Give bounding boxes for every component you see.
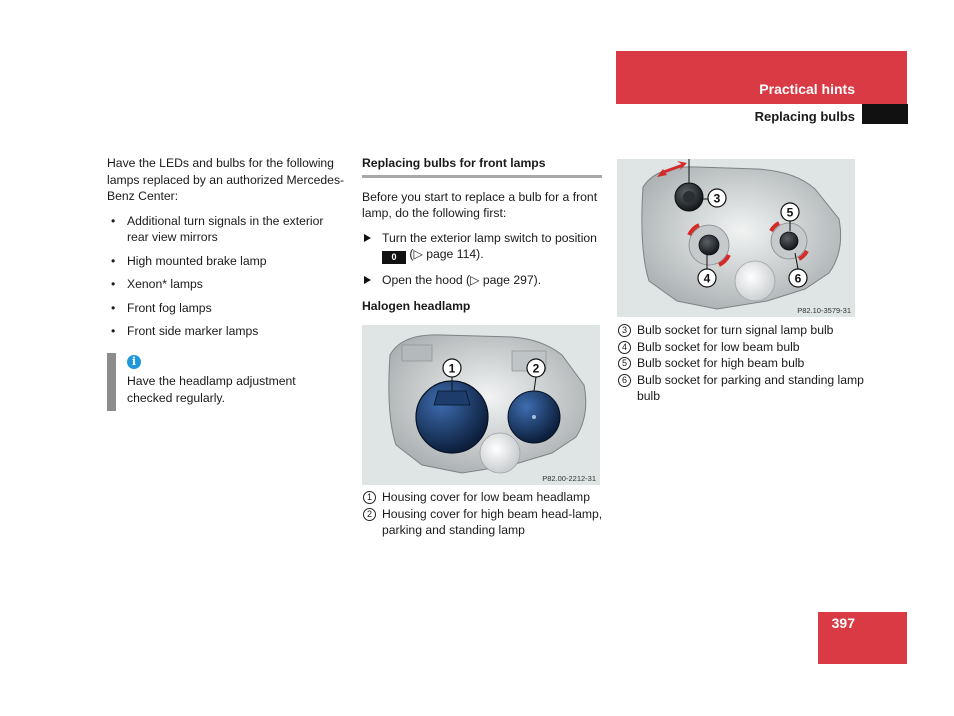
page-ref: (▷ page 114). — [409, 247, 484, 261]
step-item — [362, 230, 602, 265]
figure-code: P82.00-2212-31 — [542, 474, 596, 483]
section-title: Practical hints — [759, 81, 855, 97]
info-bar — [107, 353, 116, 411]
caption-number: 2 — [363, 508, 376, 521]
caption-item — [362, 506, 607, 539]
caption-item — [362, 489, 607, 506]
list-item: • Front fog lamps — [107, 300, 347, 317]
headlamp-rear-illustration — [617, 159, 855, 317]
caption-item — [617, 339, 867, 356]
figure-callout-label: 6 — [794, 271, 802, 286]
caption-number: 6 — [618, 374, 631, 387]
caption-number: 4 — [618, 341, 631, 354]
subheading: Halogen headlamp — [362, 298, 471, 313]
caption-item — [617, 355, 867, 372]
caption-number: 1 — [363, 491, 376, 504]
lamp-switch-key: 0 — [382, 251, 406, 264]
list-item: • Front side marker lamps — [107, 323, 347, 340]
info-note — [107, 353, 347, 411]
figure-callout-label: 1 — [448, 361, 456, 376]
figure-captions — [617, 322, 867, 405]
figure-captions — [362, 489, 607, 539]
caption-number: 5 — [618, 357, 631, 370]
bulb-sockets-figure — [617, 159, 855, 317]
intro-text: Before you start to replace a bulb for a front lamp, do the following first: — [362, 189, 598, 220]
caption-item — [617, 322, 867, 339]
page-number: 397 — [831, 615, 855, 631]
caption-text: Bulb socket for turn signal lamp bulb — [637, 323, 834, 337]
figure-callout-label: 4 — [703, 271, 711, 286]
caption-text: Housing cover for low beam headlamp — [382, 490, 590, 504]
headlamp-illustration — [362, 325, 600, 485]
column-middle — [362, 155, 602, 322]
step-text: Turn the exterior lamp switch to position — [382, 230, 597, 245]
figure-callout-label: 5 — [786, 205, 794, 220]
caption-text: Bulb socket for low beam bulb — [637, 339, 800, 354]
lamp-list — [107, 213, 347, 340]
step-item: Open the hood (▷ page 297). — [362, 272, 602, 289]
list-item: • Additional turn signals in the exterior rear view mirrors — [107, 213, 347, 246]
figure-callout-label: 2 — [532, 361, 540, 376]
caption-text: Bulb socket for high beam bulb — [637, 356, 805, 370]
halogen-headlamp-figure — [362, 325, 600, 485]
list-item: • Xenon* lamps — [107, 276, 347, 293]
figure-callout-label: 3 — [713, 191, 721, 206]
intro-text: Have the LEDs and bulbs for the following lamps replaced by an authorized Mercedes-Benz Center: — [107, 156, 345, 203]
figure-code: P82.10-3579-31 — [797, 306, 851, 315]
info-icon: i — [127, 355, 141, 369]
caption-item — [617, 372, 867, 405]
column-left — [107, 155, 347, 347]
subsection-title: Replacing bulbs — [754, 109, 855, 124]
section-heading: Replacing bulbs for front lamps — [362, 155, 602, 178]
caption-number: 3 — [618, 324, 631, 337]
step-list — [362, 230, 602, 289]
caption-text: Housing cover for high beam head-lamp, parking and standing lamp — [382, 506, 603, 537]
info-text: Have the headlamp adjustment checked regularly. — [127, 374, 296, 405]
header-tab-marker — [862, 104, 908, 124]
list-item: • High mounted brake lamp — [107, 253, 347, 270]
caption-text: Bulb socket for parking and standing lamp bulb — [637, 372, 864, 403]
